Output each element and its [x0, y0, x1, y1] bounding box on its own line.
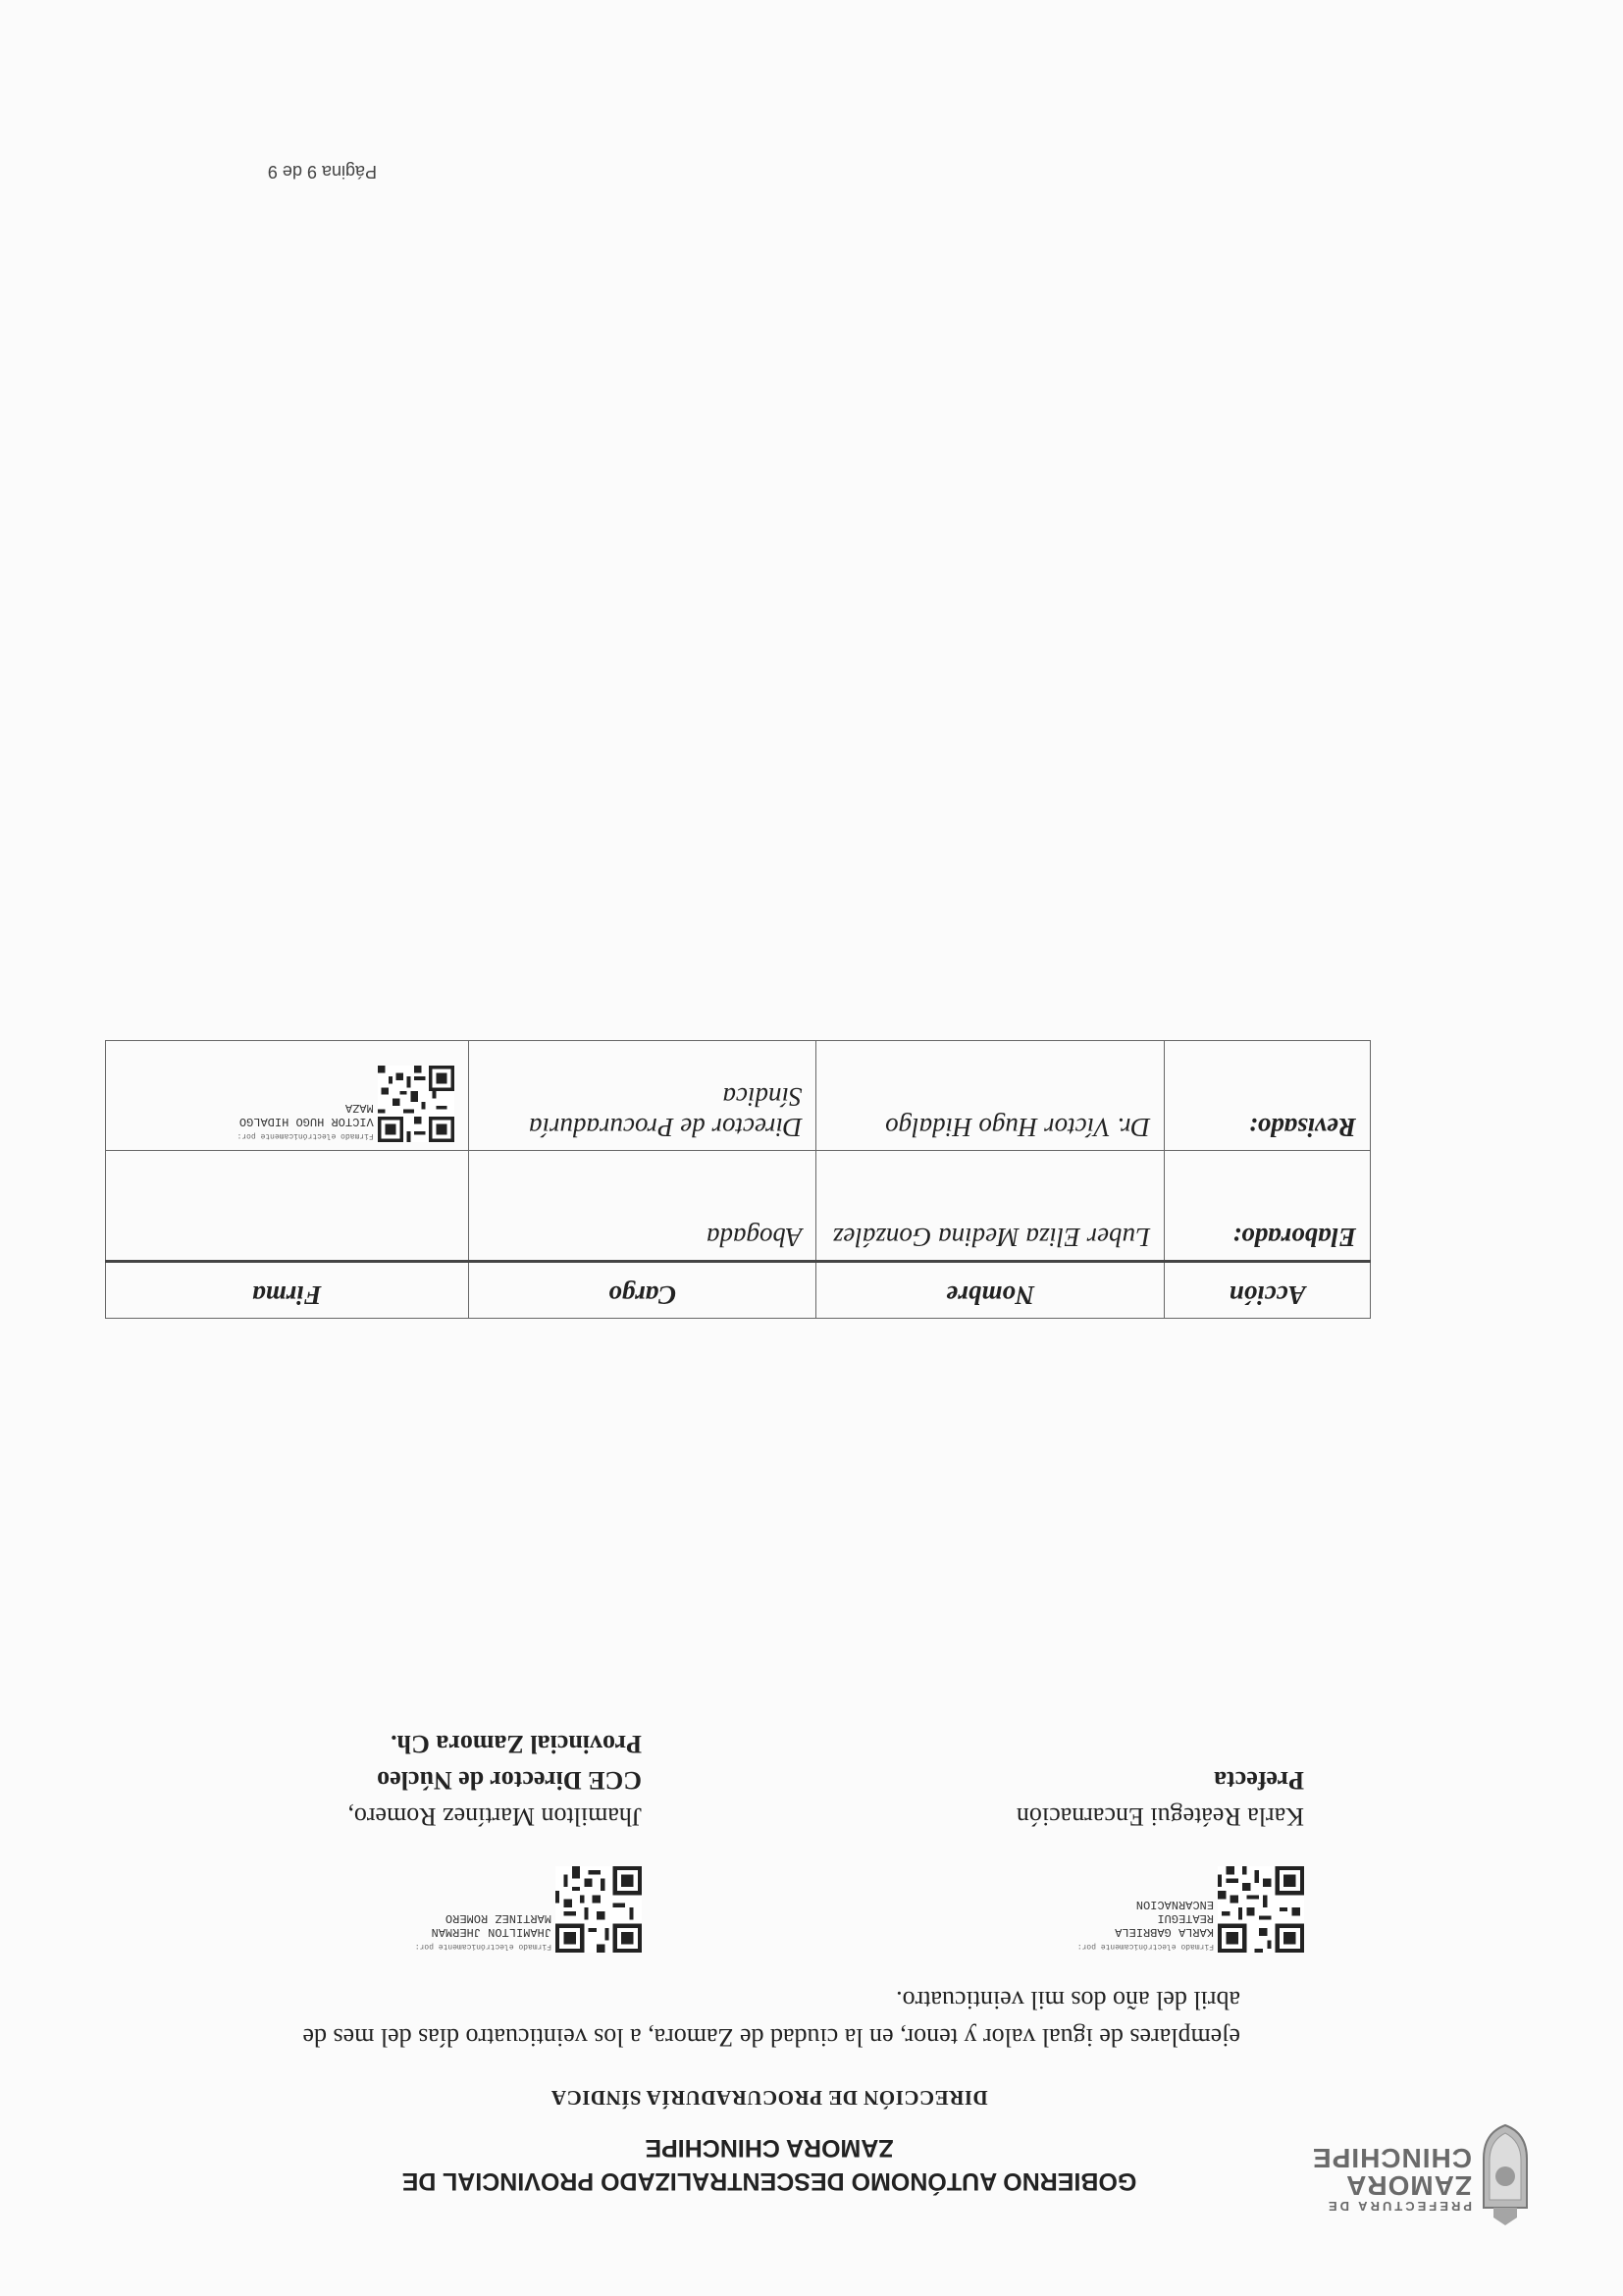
row-name: Luber Eliza Medina González — [816, 1151, 1165, 1262]
stamp-caption: Firmado electrónicamente por: — [414, 1942, 551, 1951]
header-firma: Firma — [106, 1262, 469, 1319]
signer-role: Prefecta — [1214, 1766, 1304, 1795]
stamp-name-line: JHAMILTON JHERMAN — [431, 1925, 551, 1939]
institution-title — [298, 2131, 1240, 2198]
stamp-name-line: MAZA — [344, 1101, 374, 1115]
signature-block-prefecta — [715, 1762, 1304, 1953]
stamp-caption: Firmado electrónicamente por: — [236, 1131, 374, 1140]
stamp-name-line: KARLA GABRIELA — [1115, 1925, 1214, 1939]
logo-caption: PREFECTURA DE — [1325, 2199, 1472, 2214]
signature-block-director — [92, 1726, 642, 1953]
closing-paragraph: ejemplares de igual valor y tenor, en la ciudad de Zamora, a los veinticuatro días del mes de abril del año dos mil veinticuatro. — [302, 1986, 1240, 2052]
signer-name: Jhamilton Martínez Romero, — [347, 1802, 642, 1831]
electronic-signature-stamp — [715, 1845, 1304, 1953]
table-row — [106, 1041, 1371, 1151]
row-action: Elaborado: — [1165, 1151, 1371, 1262]
qr-code-icon — [1218, 1866, 1304, 1953]
table-row — [106, 1151, 1371, 1262]
header-accion: Acción — [1165, 1262, 1371, 1319]
page-number: Página 9 de 9 — [267, 162, 377, 182]
signer-role-line: CCE Director de Núcleo — [377, 1766, 642, 1795]
prefectura-logo — [1299, 2110, 1535, 2227]
approval-table — [105, 1040, 1371, 1319]
qr-code-icon — [555, 1866, 642, 1953]
institution-title-line-1: GOBIERNO AUTÓNOMO DESCENTRALIZADO PROVINCIAL DE — [401, 2167, 1137, 2195]
row-name: Dr. Víctor Hugo Hidalgo — [816, 1041, 1165, 1151]
logo-line-2: CHINCHIPE — [1311, 2143, 1472, 2173]
coat-of-arms-icon — [1476, 2121, 1535, 2227]
qr-code-icon — [378, 1066, 454, 1142]
stamp-name-line: ENCARNACION — [1135, 1898, 1214, 1911]
stamp-name-line: MARTINEZ ROMERO — [445, 1911, 551, 1925]
row-role: Director de Procuraduría Síndica — [468, 1041, 816, 1151]
signer-role-line: Provincial Zamora Ch. — [391, 1730, 642, 1758]
logo-line-1: ZAMORA — [1345, 2170, 1472, 2201]
row-signature — [106, 1041, 469, 1151]
signer-name: Karla Reátegui Encarnación — [1016, 1802, 1304, 1831]
header-cargo: Cargo — [468, 1262, 816, 1319]
stamp-name-line: VICTOR HUGO HIDALGO — [238, 1115, 374, 1128]
stamp-caption: Firmado electrónicamente por: — [1076, 1942, 1214, 1951]
row-role: Abogada — [468, 1151, 816, 1262]
table-header-row — [106, 1262, 1371, 1319]
header-nombre: Nombre — [816, 1262, 1165, 1319]
row-signature — [106, 1151, 469, 1262]
row-action: Revisado: — [1165, 1041, 1371, 1151]
department-heading: DIRECCIÓN DE PROCURADURÍA SÍNDICA — [550, 2086, 988, 2110]
electronic-signature-stamp — [92, 1845, 642, 1953]
stamp-name-line: REATEGUI — [1157, 1911, 1214, 1925]
institution-title-line-2: ZAMORA CHINCHIPE — [645, 2134, 894, 2162]
